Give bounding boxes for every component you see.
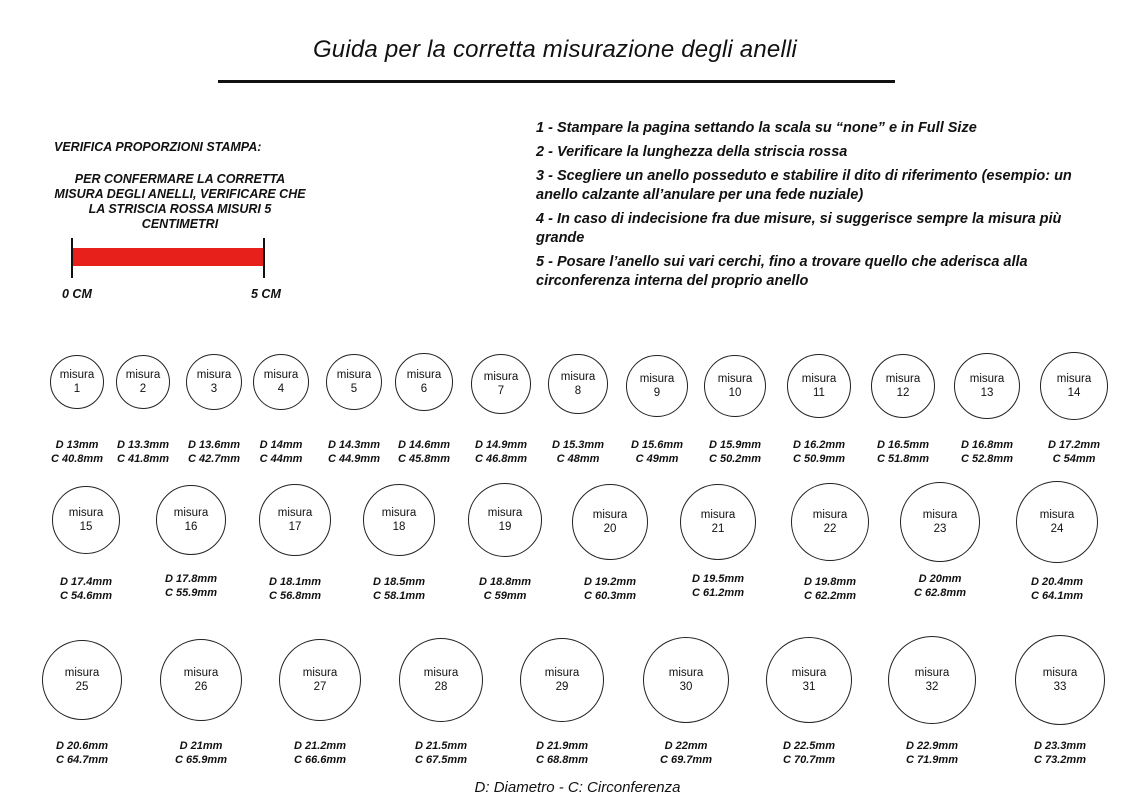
ring-dimensions — [690, 438, 780, 466]
ring-label: misura — [381, 507, 417, 519]
ring-label: misura — [302, 667, 338, 679]
ring-size-number: 33 — [1053, 681, 1067, 693]
ring-circumference: C 70.7mm — [783, 754, 835, 766]
ring-circle-27 — [279, 639, 361, 721]
ring-size-number: 31 — [802, 681, 816, 693]
ring-circle-10 — [704, 355, 766, 417]
ring-size-number: 12 — [896, 387, 910, 399]
ring-label: misura — [639, 373, 675, 385]
ring-diameter: D 14.9mm — [475, 439, 527, 451]
ring-circle-16 — [156, 485, 226, 555]
ring-size-number: 22 — [823, 523, 837, 535]
ring-diameter: D 16.8mm — [961, 439, 1013, 451]
ring-size-number: 24 — [1050, 523, 1064, 535]
ring-label: misura — [196, 369, 232, 381]
ring-label: misura — [64, 667, 100, 679]
ring-size-number: 8 — [574, 385, 582, 397]
ring-dimensions — [565, 575, 655, 603]
ring-label: misura — [336, 369, 372, 381]
ring-label: misura — [885, 373, 921, 385]
ring-circle-33 — [1015, 635, 1105, 725]
ring-diameter: D 18.1mm — [269, 576, 321, 588]
ring-diameter: D 17.4mm — [60, 576, 112, 588]
ring-size-number: 2 — [139, 383, 147, 395]
ring-circle-24 — [1016, 481, 1098, 563]
ring-label: misura — [277, 507, 313, 519]
ring-size-number: 28 — [434, 681, 448, 693]
ring-circle-32 — [888, 636, 976, 724]
ring-circle-15 — [52, 486, 120, 554]
ring-label: misura — [544, 667, 580, 679]
ring-diameter: D 15.6mm — [631, 439, 683, 451]
ring-circle-18 — [363, 484, 435, 556]
ring-size-number: 25 — [75, 681, 89, 693]
ring-label: misura — [125, 369, 161, 381]
ring-dimensions — [1029, 438, 1119, 466]
ring-circumference: C 40.8mm — [51, 453, 103, 465]
ring-diameter: D 13.6mm — [188, 439, 240, 451]
ring-circumference: C 67.5mm — [415, 754, 467, 766]
ring-size-number: 18 — [392, 521, 406, 533]
ring-size-number: 17 — [288, 521, 302, 533]
ring-size-number: 6 — [420, 383, 428, 395]
ring-label: misura — [1042, 667, 1078, 679]
ring-circumference: C 61.2mm — [692, 587, 744, 599]
ring-dimensions — [641, 739, 731, 767]
ring-label: misura — [969, 373, 1005, 385]
ring-circle-12 — [871, 354, 935, 418]
ring-diameter: D 19.5mm — [692, 573, 744, 585]
ring-circle-17 — [259, 484, 331, 556]
ring-size-number: 13 — [980, 387, 994, 399]
ring-diameter: D 17.2mm — [1048, 439, 1100, 451]
ring-dimensions — [250, 575, 340, 603]
ring-diameter: D 17.8mm — [165, 573, 217, 585]
ring-circle-3 — [186, 354, 242, 410]
ring-label: misura — [592, 509, 628, 521]
ring-size-number: 14 — [1067, 387, 1081, 399]
ring-diameter: D 21mm — [179, 740, 223, 752]
title-divider — [218, 80, 895, 83]
verification-heading: VERIFICA PROPORZIONI STAMPA: — [54, 140, 262, 154]
ring-label: misura — [68, 507, 104, 519]
ring-circumference: C 48mm — [556, 453, 600, 465]
ring-diameter: D 15.9mm — [709, 439, 761, 451]
ring-circle-5 — [326, 354, 382, 410]
ring-circumference: C 58.1mm — [373, 590, 425, 602]
ring-circumference: C 50.2mm — [709, 453, 761, 465]
ring-diameter: D 14mm — [259, 439, 303, 451]
ring-circumference: C 55.9mm — [165, 587, 217, 599]
ring-diameter: D 20mm — [918, 573, 962, 585]
ring-size-number: 32 — [925, 681, 939, 693]
ring-dimensions — [673, 572, 763, 600]
ring-circumference: C 64.1mm — [1031, 590, 1083, 602]
instruction-step: 2 - Verificare la lunghezza della striscia rossa — [536, 144, 848, 160]
ring-circle-2 — [116, 355, 170, 409]
ring-diameter: D 21.5mm — [415, 740, 467, 752]
ring-dimensions — [533, 438, 623, 466]
ring-circumference: C 69.7mm — [660, 754, 712, 766]
ring-dimensions — [354, 575, 444, 603]
ring-label: misura — [406, 369, 442, 381]
ring-size-number: 5 — [350, 383, 358, 395]
ring-size-number: 21 — [711, 523, 725, 535]
ring-diameter: D 16.2mm — [793, 439, 845, 451]
ring-dimensions — [764, 739, 854, 767]
ring-size-number: 10 — [728, 387, 742, 399]
ring-dimensions — [41, 575, 131, 603]
ring-size-number: 19 — [498, 521, 512, 533]
ring-dimensions — [858, 438, 948, 466]
ring-dimensions — [1015, 739, 1105, 767]
ring-size-number: 16 — [184, 521, 198, 533]
ring-circle-11 — [787, 354, 851, 418]
ring-diameter: D 21.2mm — [294, 740, 346, 752]
ring-circle-19 — [468, 483, 542, 557]
ring-circumference: C 66.6mm — [294, 754, 346, 766]
scale-tick-end — [263, 238, 265, 278]
ring-size-number: 23 — [933, 523, 947, 535]
ring-dimensions — [612, 438, 702, 466]
ring-diameter: D 18.8mm — [479, 576, 531, 588]
ring-diameter: D 20.4mm — [1031, 576, 1083, 588]
ring-circle-1 — [50, 355, 104, 409]
ring-diameter: D 21.9mm — [536, 740, 588, 752]
ring-circle-31 — [766, 637, 852, 723]
scale-tick-start — [71, 238, 73, 278]
ring-circle-21 — [680, 484, 756, 560]
ring-diameter: D 18.5mm — [373, 576, 425, 588]
ring-dimensions — [1012, 575, 1102, 603]
ring-circumference: C 64.7mm — [56, 754, 108, 766]
ring-size-number: 30 — [679, 681, 693, 693]
ring-circle-20 — [572, 484, 648, 560]
ring-label: misura — [1056, 373, 1092, 385]
ring-diameter: D 22.9mm — [906, 740, 958, 752]
verification-text: PER CONFERMARE LA CORRETTA MISURA DEGLI ANELLI, VERIFICARE CHE LA STRISCIA ROSSA MISURI 5 CENTIMETRI — [54, 172, 306, 231]
ring-size-number: 9 — [653, 387, 661, 399]
instruction-step: 1 - Stampare la pagina settando la scala su “none” e in Full Size — [536, 120, 977, 136]
ring-label: misura — [423, 667, 459, 679]
ring-size-number: 11 — [813, 387, 825, 399]
ring-label: misura — [668, 667, 704, 679]
ring-diameter: D 13mm — [55, 439, 99, 451]
instruction-step: 4 - In caso di indecisione fra due misure, si suggerisce sempre la misura più grande — [536, 211, 1062, 246]
ring-circumference: C 54mm — [1052, 453, 1096, 465]
ring-circumference: C 68.8mm — [536, 754, 588, 766]
ring-circumference: C 46.8mm — [475, 453, 527, 465]
ring-label: misura — [791, 667, 827, 679]
scale-label-end: 5 CM — [251, 287, 281, 301]
ring-circumference: C 54.6mm — [60, 590, 112, 602]
ring-diameter: D 22mm — [664, 740, 708, 752]
ring-diameter: D 16.5mm — [877, 439, 929, 451]
ring-size-number: 27 — [313, 681, 327, 693]
ring-dimensions — [887, 739, 977, 767]
ring-circle-29 — [520, 638, 604, 722]
ring-size-number: 29 — [555, 681, 569, 693]
ring-size-number: 4 — [277, 383, 285, 395]
ring-label: misura — [812, 509, 848, 521]
ring-circumference: C 50.9mm — [793, 453, 845, 465]
ring-circumference: C 52.8mm — [961, 453, 1013, 465]
instruction-step: 5 - Posare l’anello sui vari cerchi, fino a trovare quello che aderisca alla circonferenza interna del proprio anello — [536, 254, 1028, 289]
ring-circumference: C 73.2mm — [1034, 754, 1086, 766]
ring-diameter: D 14.6mm — [398, 439, 450, 451]
ring-circumference: C 59mm — [483, 590, 527, 602]
ring-diameter: D 13.3mm — [117, 439, 169, 451]
ring-dimensions — [396, 739, 486, 767]
ring-circumference: C 44mm — [259, 453, 303, 465]
ring-dimensions — [517, 739, 607, 767]
ring-label: misura — [560, 371, 596, 383]
ring-circle-7 — [471, 354, 531, 414]
ring-circumference: C 60.3mm — [584, 590, 636, 602]
ring-circle-4 — [253, 354, 309, 410]
ring-circle-30 — [643, 637, 729, 723]
ring-label: misura — [183, 667, 219, 679]
ring-circumference: C 51.8mm — [877, 453, 929, 465]
ring-label: misura — [483, 371, 519, 383]
ring-size-number: 15 — [79, 521, 93, 533]
ring-size-number: 3 — [210, 383, 218, 395]
ring-label: misura — [801, 373, 837, 385]
ring-label: misura — [59, 369, 95, 381]
ring-circle-22 — [791, 483, 869, 561]
ring-dimensions — [942, 438, 1032, 466]
ring-diameter: D 15.3mm — [552, 439, 604, 451]
scale-label-start: 0 CM — [62, 287, 92, 301]
ring-label: misura — [263, 369, 299, 381]
ring-diameter: D 22.5mm — [783, 740, 835, 752]
ring-label: misura — [1039, 509, 1075, 521]
ring-circle-14 — [1040, 352, 1108, 420]
ring-circle-9 — [626, 355, 688, 417]
ring-diameter: D 19.2mm — [584, 576, 636, 588]
ring-circumference: C 41.8mm — [117, 453, 169, 465]
ring-circle-26 — [160, 639, 242, 721]
ring-circumference: C 62.2mm — [804, 590, 856, 602]
ring-dimensions — [156, 739, 246, 767]
ring-circumference: C 49mm — [635, 453, 679, 465]
ring-diameter: D 23.3mm — [1034, 740, 1086, 752]
ring-circle-25 — [42, 640, 122, 720]
ring-dimensions — [37, 739, 127, 767]
ring-circumference: C 56.8mm — [269, 590, 321, 602]
ring-circumference: C 45.8mm — [398, 453, 450, 465]
instructions-list — [536, 119, 1096, 296]
legend: D: Diametro - C: Circonferenza — [474, 779, 681, 796]
ring-dimensions — [774, 438, 864, 466]
ring-label: misura — [487, 507, 523, 519]
ring-size-number: 1 — [73, 383, 81, 395]
ring-dimensions — [460, 575, 550, 603]
instruction-step: 3 - Scegliere un anello posseduto e stabilire il dito di riferimento (esempio: un anello calzante all’anulare per una fede nuziale) — [536, 168, 1072, 203]
ring-label: misura — [700, 509, 736, 521]
ring-label: misura — [914, 667, 950, 679]
ring-label: misura — [717, 373, 753, 385]
ring-label: misura — [922, 509, 958, 521]
ring-dimensions — [785, 575, 875, 603]
ring-dimensions — [895, 572, 985, 600]
ring-label: misura — [173, 507, 209, 519]
ring-circumference: C 44.9mm — [328, 453, 380, 465]
ring-circle-28 — [399, 638, 483, 722]
ring-circumference: C 71.9mm — [906, 754, 958, 766]
ring-diameter: D 20.6mm — [56, 740, 108, 752]
page-title: Guida per la corretta misurazione degli anelli — [312, 36, 798, 63]
ring-circle-8 — [548, 354, 608, 414]
ring-size-number: 20 — [603, 523, 617, 535]
red-5cm-strip — [72, 248, 264, 266]
ring-circumference: C 62.8mm — [914, 587, 966, 599]
ring-size-number: 26 — [194, 681, 208, 693]
ring-circumference: C 42.7mm — [188, 453, 240, 465]
ring-circumference: C 65.9mm — [175, 754, 227, 766]
ring-circle-6 — [395, 353, 453, 411]
ring-diameter: D 19.8mm — [804, 576, 856, 588]
ring-size-number: 7 — [497, 385, 505, 397]
ring-circle-23 — [900, 482, 980, 562]
ring-circle-13 — [954, 353, 1020, 419]
ring-diameter: D 14.3mm — [328, 439, 380, 451]
ring-dimensions — [275, 739, 365, 767]
ring-dimensions — [146, 572, 236, 600]
